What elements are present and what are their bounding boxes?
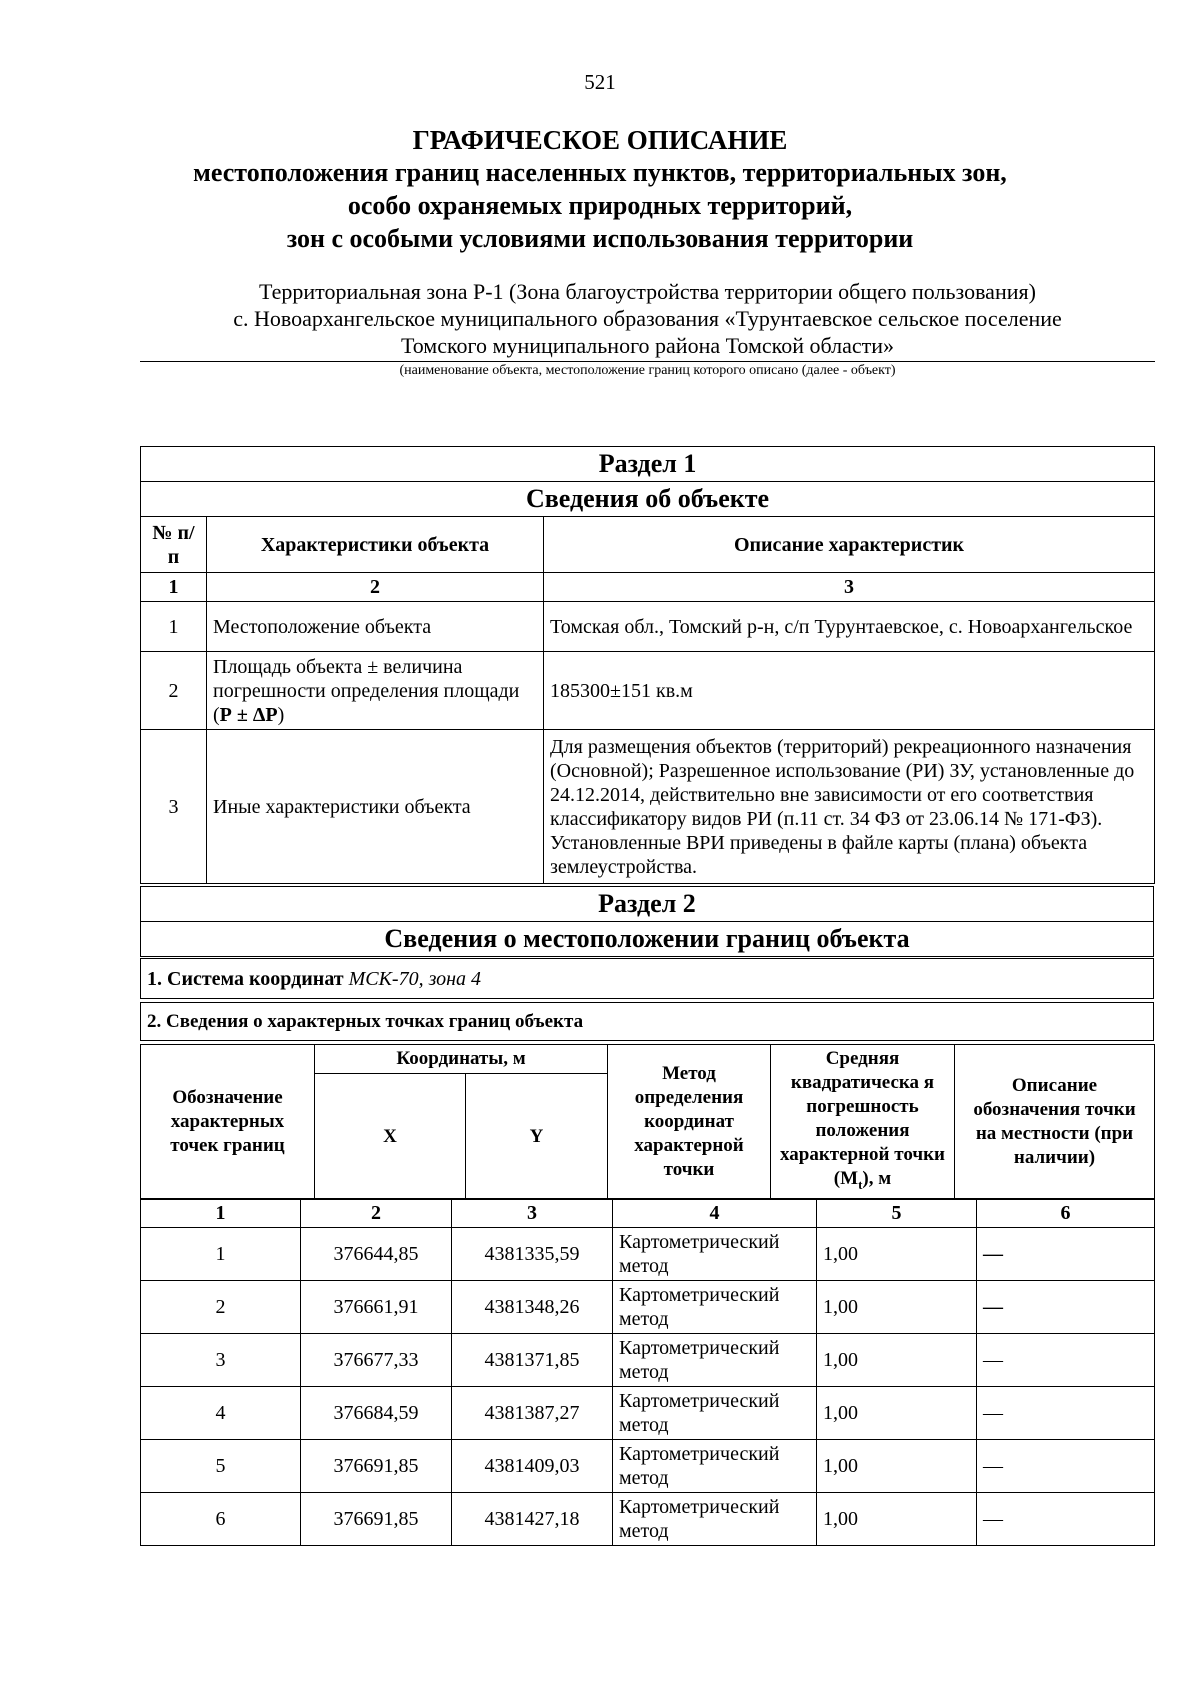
point-x: 376691,85 — [301, 1493, 452, 1546]
row-char: Местоположение объекта — [207, 602, 544, 652]
point-error: 1,00 — [817, 1281, 977, 1334]
head-coords: Координаты, м — [315, 1045, 608, 1074]
point-number: 6 — [141, 1493, 301, 1546]
page-number: 521 — [584, 70, 616, 94]
coord-system-value: МСК-70, зона 4 — [348, 967, 482, 990]
idx-cell: 3 — [452, 1199, 613, 1228]
head-error-end: ), м — [862, 1168, 892, 1189]
row-char — [207, 652, 544, 730]
point-y: 4381348,26 — [452, 1281, 613, 1334]
points-label-table — [140, 1002, 1154, 1041]
head-x: X — [315, 1074, 466, 1199]
row-num: 3 — [141, 730, 207, 884]
points-table — [140, 1198, 1155, 1546]
point-x: 376644,85 — [301, 1228, 452, 1281]
row-desc: 185300±151 кв.м — [544, 652, 1155, 730]
point-number: 2 — [141, 1281, 301, 1334]
table-row — [141, 1228, 1155, 1281]
point-method: Картометрический метод — [613, 1493, 817, 1546]
table-row — [141, 602, 1155, 652]
point-x: 376691,85 — [301, 1440, 452, 1493]
coord-system — [141, 959, 1154, 999]
head-error — [771, 1045, 955, 1200]
document-header — [0, 124, 1200, 255]
point-method: Картометрический метод — [613, 1334, 817, 1387]
title-line-3: зон с особыми условиями использования территории — [286, 224, 914, 253]
row-char-formula: Р ± ΔР — [219, 703, 278, 726]
coord-system-table — [140, 958, 1154, 999]
point-error: 1,00 — [817, 1440, 977, 1493]
point-desc: — — [977, 1334, 1155, 1387]
point-desc: — — [977, 1493, 1155, 1546]
table-row — [141, 1387, 1155, 1440]
points-label: 2. Сведения о характерных точках границ объекта — [141, 1003, 1154, 1041]
col-char-header: Характеристики объекта — [207, 517, 544, 573]
point-method: Картометрический метод — [613, 1281, 817, 1334]
idx-cell: 1 — [141, 1199, 301, 1228]
point-y: 4381427,18 — [452, 1493, 613, 1546]
title-line-1: местоположения границ населенных пунктов, территориальных зон, — [193, 158, 1007, 187]
title-line-2: особо охраняемых природных территорий, — [347, 191, 853, 220]
section1-title: Раздел 1 — [141, 447, 1155, 482]
idx-cell: 6 — [977, 1199, 1155, 1228]
point-x: 376661,91 — [301, 1281, 452, 1334]
point-method: Картометрический метод — [613, 1228, 817, 1281]
object-line-2: с. Новоархангельское муниципального образования «Турунтаевское сельское поселение — [233, 306, 1062, 331]
head-error-sub: t — [858, 1176, 863, 1192]
idx-cell: 2 — [207, 573, 544, 602]
head-desc: Описание обозначения точки на местности (при наличии) — [955, 1045, 1155, 1200]
section2-table — [140, 886, 1154, 957]
point-number: 5 — [141, 1440, 301, 1493]
document-title: ГРАФИЧЕСКОЕ ОПИСАНИЕ — [412, 125, 788, 155]
table-row — [141, 1334, 1155, 1387]
section2-title: Раздел 2 — [141, 887, 1154, 922]
point-error: 1,00 — [817, 1387, 977, 1440]
point-y: 4381409,03 — [452, 1440, 613, 1493]
object-line-1: Территориальная зона Р-1 (Зона благоустройства территории общего пользования) — [259, 279, 1036, 304]
point-error: 1,00 — [817, 1334, 977, 1387]
head-method: Метод определения координат характерной точки — [608, 1045, 771, 1200]
point-desc: — — [977, 1281, 1155, 1334]
table-row — [141, 1281, 1155, 1334]
table-row — [141, 1440, 1155, 1493]
point-y: 4381335,59 — [452, 1228, 613, 1281]
idx-cell: 2 — [301, 1199, 452, 1228]
point-x: 376677,33 — [301, 1334, 452, 1387]
idx-cell: 4 — [613, 1199, 817, 1228]
object-caption: (наименование объекта, местоположение границ которого описано (далее - объект) — [399, 363, 896, 378]
point-x: 376684,59 — [301, 1387, 452, 1440]
point-method: Картометрический метод — [613, 1387, 817, 1440]
point-y: 4381387,27 — [452, 1387, 613, 1440]
point-desc: — — [977, 1228, 1155, 1281]
table-row — [141, 1493, 1155, 1546]
point-error: 1,00 — [817, 1493, 977, 1546]
section1-subtitle: Сведения об объекте — [141, 482, 1155, 517]
point-number: 1 — [141, 1228, 301, 1281]
row-char-text: Площадь объекта ± величина погрешности определения площади ( — [213, 655, 520, 726]
head-y: Y — [466, 1074, 608, 1199]
idx-cell: 3 — [544, 573, 1155, 602]
row-num: 2 — [141, 652, 207, 730]
point-method: Картометрический метод — [613, 1440, 817, 1493]
object-line-3: Томского муниципального района Томской области» — [400, 333, 895, 358]
row-char-close: ) — [277, 703, 285, 726]
point-desc: — — [977, 1440, 1155, 1493]
section1-table — [140, 446, 1155, 884]
head-error-text: Средняя квадратическа я погрешность положения характерной точки (M — [780, 1048, 945, 1189]
head-designation: Обозначение характерных точек границ — [141, 1045, 315, 1200]
point-error: 1,00 — [817, 1228, 977, 1281]
coord-system-label: 1. Система координат — [147, 967, 344, 990]
section2-subtitle: Сведения о местоположении границ объекта — [141, 922, 1154, 957]
row-num: 1 — [141, 602, 207, 652]
row-desc: Для размещения объектов (территорий) рекреационного назначения (Основной); Разрешенное использование (РИ) ЗУ, установленные до 24.12.2014, действительно вне зависимости от его соответствия классификатору видов РИ (п.11 ст. 34 ФЗ от 23.06.14 № 171-ФЗ). Установленные ВРИ приведены в файле карты (плана) объекта землеустройства. — [544, 730, 1155, 884]
col-num-header: № п/п — [141, 517, 207, 573]
idx-cell: 5 — [817, 1199, 977, 1228]
table-row — [141, 652, 1155, 730]
table-row — [141, 730, 1155, 884]
point-desc: — — [977, 1387, 1155, 1440]
row-desc: Томская обл., Томский р-н, с/п Турунтаевское, с. Новоархангельское — [544, 602, 1155, 652]
point-number: 3 — [141, 1334, 301, 1387]
point-number: 4 — [141, 1387, 301, 1440]
object-underline — [140, 361, 1155, 362]
point-y: 4381371,85 — [452, 1334, 613, 1387]
idx-cell: 1 — [141, 573, 207, 602]
col-desc-header: Описание характеристик — [544, 517, 1155, 573]
row-char: Иные характеристики объекта — [207, 730, 544, 884]
points-header-table — [140, 1044, 1155, 1200]
object-name — [140, 278, 1155, 359]
